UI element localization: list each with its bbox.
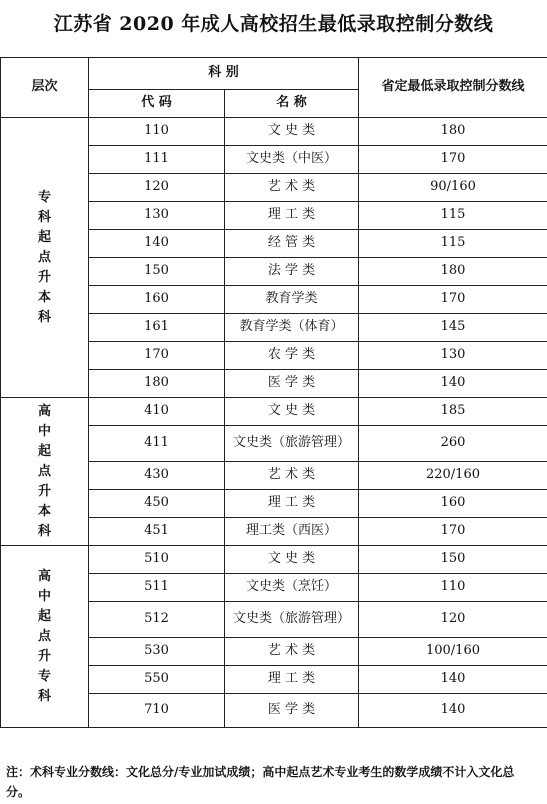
- page-title: 江苏省 2020 年成人高校招生最低录取控制分数线: [53, 12, 494, 35]
- score-cell: 140: [359, 694, 547, 728]
- code-cell: 510: [89, 546, 225, 574]
- score-cell: 220/160: [359, 462, 547, 490]
- score-cell: 145: [359, 314, 547, 342]
- code-cell: 161: [89, 314, 225, 342]
- score-cell: 160: [359, 490, 547, 518]
- score-cell: 115: [359, 202, 547, 230]
- name-cell: 艺 术 类: [225, 462, 359, 490]
- name-cell: 医 学 类: [225, 370, 359, 398]
- table-row: [1, 546, 547, 574]
- score-cell: 140: [359, 666, 547, 694]
- score-cell: 115: [359, 230, 547, 258]
- name-cell: 法 学 类: [225, 258, 359, 286]
- name-cell: 文史类（烹饪）: [225, 574, 359, 602]
- score-cell: 120: [359, 602, 547, 638]
- code-cell: 410: [89, 398, 225, 426]
- name-cell: 理 工 类: [225, 666, 359, 694]
- name-cell: 艺 术 类: [225, 174, 359, 202]
- table-body: [1, 118, 547, 728]
- name-header: 名 称: [225, 90, 359, 118]
- code-cell: 511: [89, 574, 225, 602]
- name-cell: 文史类（旅游管理）: [225, 426, 359, 462]
- level-cell: [1, 398, 89, 546]
- level-cell: [1, 546, 89, 728]
- name-cell: 农 学 类: [225, 342, 359, 370]
- score-cell: 110: [359, 574, 547, 602]
- name-cell: 理 工 类: [225, 202, 359, 230]
- level-label: 高中起点升本科: [37, 403, 51, 539]
- code-cell: 430: [89, 462, 225, 490]
- score-cell: 180: [359, 258, 547, 286]
- score-cell: 185: [359, 398, 547, 426]
- name-cell: 医 学 类: [225, 694, 359, 728]
- score-cell: 130: [359, 342, 547, 370]
- score-cell: 170: [359, 518, 547, 546]
- score-cell: 180: [359, 118, 547, 146]
- score-cell: 140: [359, 370, 547, 398]
- code-cell: 451: [89, 518, 225, 546]
- score-cell: 260: [359, 426, 547, 462]
- code-cell: 170: [89, 342, 225, 370]
- score-cell: 100/160: [359, 638, 547, 666]
- name-cell: 教育学类: [225, 286, 359, 314]
- code-cell: 150: [89, 258, 225, 286]
- table-row: [1, 398, 547, 426]
- score-cell: 170: [359, 146, 547, 174]
- name-cell: 理 工 类: [225, 490, 359, 518]
- code-cell: 120: [89, 174, 225, 202]
- name-cell: 经 管 类: [225, 230, 359, 258]
- name-cell: 理工类（西医）: [225, 518, 359, 546]
- code-cell: 110: [89, 118, 225, 146]
- footnote: 注：术科专业分数线：文化总分/专业加试成绩；高中起点艺术专业考生的数学成绩不计入文化总分。: [6, 765, 515, 799]
- level-cell: [1, 118, 89, 398]
- code-cell: 111: [89, 146, 225, 174]
- name-cell: 文史类（旅游管理）: [225, 602, 359, 638]
- code-cell: 140: [89, 230, 225, 258]
- level-header: 层次: [1, 58, 89, 118]
- code-cell: 450: [89, 490, 225, 518]
- score-cell: 170: [359, 286, 547, 314]
- name-cell: 文 史 类: [225, 398, 359, 426]
- score-table: [0, 57, 547, 728]
- code-cell: 530: [89, 638, 225, 666]
- code-header: 代 码: [89, 90, 225, 118]
- code-cell: 550: [89, 666, 225, 694]
- name-cell: 艺 术 类: [225, 638, 359, 666]
- level-label: 高中起点升专科: [37, 568, 51, 704]
- score-cell: 150: [359, 546, 547, 574]
- score-cell: 90/160: [359, 174, 547, 202]
- subject-header: 科 别: [89, 58, 359, 90]
- code-cell: 411: [89, 426, 225, 462]
- code-cell: 160: [89, 286, 225, 314]
- code-cell: 130: [89, 202, 225, 230]
- name-cell: 文 史 类: [225, 118, 359, 146]
- code-cell: 710: [89, 694, 225, 728]
- code-cell: 180: [89, 370, 225, 398]
- name-cell: 文史类（中医）: [225, 146, 359, 174]
- code-cell: 512: [89, 602, 225, 638]
- name-cell: 文 史 类: [225, 546, 359, 574]
- name-cell: 教育学类（体育）: [225, 314, 359, 342]
- level-label: 专科起点升本科: [37, 189, 51, 325]
- score-header: 省定最低录取控制分数线: [359, 58, 547, 118]
- table-row: [1, 118, 547, 146]
